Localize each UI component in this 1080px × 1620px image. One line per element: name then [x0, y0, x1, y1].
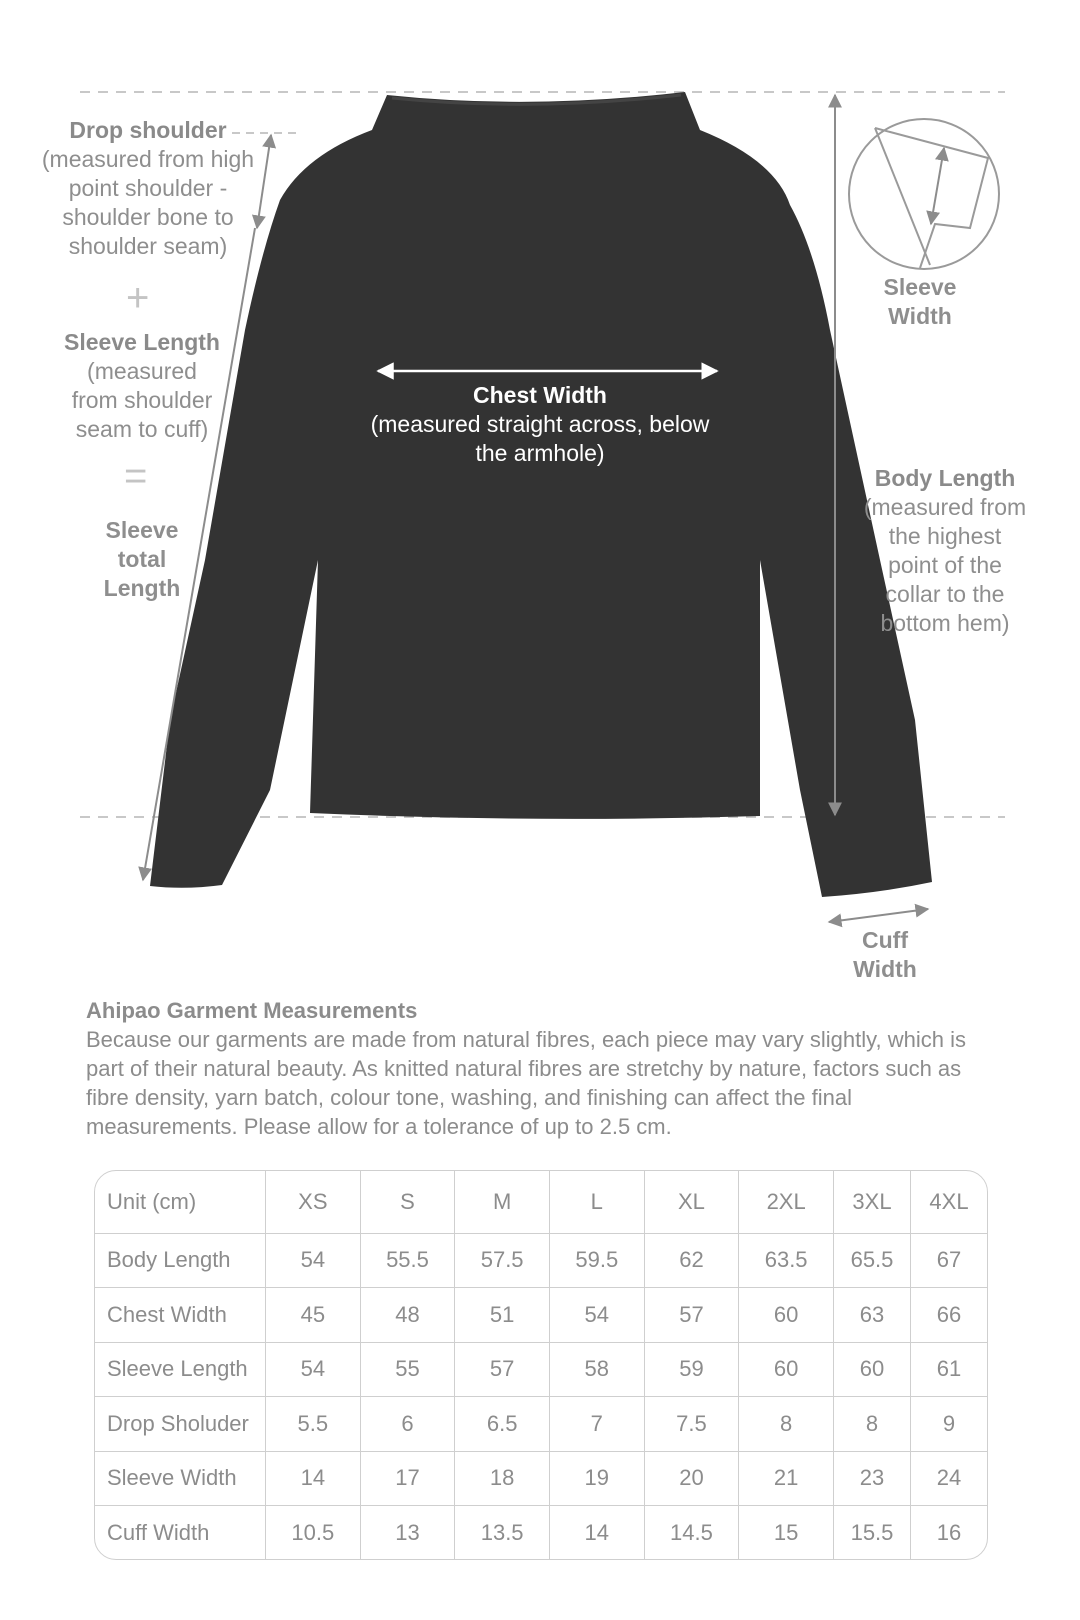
- sleeve-width-inset: [849, 119, 999, 269]
- table-cell: 57: [644, 1288, 739, 1343]
- table-cell: 58: [549, 1342, 644, 1397]
- table-cell: 48: [360, 1288, 455, 1343]
- sleeve-length-title: Sleeve Length: [64, 329, 220, 355]
- table-row: [95, 1288, 987, 1343]
- table-cell: 55: [360, 1342, 455, 1397]
- sleeve-length-desc-line: (measured: [87, 358, 197, 384]
- info-body: Because our garments are made from natural fibres, each piece may vary slightly, which is part of their natural beauty. As knitted natural fibres are stretchy by nature, factors such as fibre density, yarn batch, colour tone, washing, and finishing can affect the final measurements. Please allow for a tolerance of up to 2.5 cm.: [86, 1027, 966, 1139]
- table-cell: 6: [360, 1397, 455, 1452]
- drop-shoulder-label: [28, 116, 268, 261]
- table-cell: 62: [644, 1233, 739, 1288]
- table-cell: 51: [455, 1288, 550, 1343]
- cuff-width-label: [820, 926, 950, 984]
- table-cell: 65.5: [834, 1233, 911, 1288]
- chest-width-desc-line: the armhole): [475, 440, 605, 466]
- table-cell: 20: [644, 1451, 739, 1506]
- table-cell: 14.5: [644, 1506, 739, 1560]
- drop-shoulder-desc-line: point shoulder -: [68, 175, 228, 201]
- body-length-desc-line: bottom hem): [880, 610, 1010, 636]
- table-cell: 54: [266, 1233, 361, 1288]
- header-size: 4XL: [911, 1171, 988, 1233]
- table-cell: 23: [834, 1451, 911, 1506]
- table-cell: 7: [549, 1397, 644, 1452]
- drop-shoulder-desc-line: shoulder bone to: [62, 204, 234, 230]
- sleeve-width-line: Sleeve: [883, 274, 957, 300]
- sleeve-total-length-label: [72, 516, 212, 603]
- drop-shoulder-title: Drop shoulder: [69, 117, 227, 143]
- table-cell: 24: [911, 1451, 988, 1506]
- sleeve-width-line: Width: [888, 303, 952, 329]
- table-cell: 6.5: [455, 1397, 550, 1452]
- chest-width-label: [350, 381, 730, 468]
- table-cell: 17: [360, 1451, 455, 1506]
- table-row: [95, 1397, 987, 1452]
- row-label: Sleeve Length: [95, 1342, 266, 1397]
- info-title: Ahipao Garment Measurements: [86, 998, 418, 1023]
- table-cell: 18: [455, 1451, 550, 1506]
- cuff-width-line: Cuff: [862, 927, 908, 953]
- table-cell: 9: [911, 1397, 988, 1452]
- sleeve-total-line: total: [117, 546, 167, 572]
- table-cell: 60: [739, 1342, 834, 1397]
- body-length-desc-line: the highest: [888, 523, 1002, 549]
- header-size: 2XL: [739, 1171, 834, 1233]
- sleeve-total-line: Length: [103, 575, 181, 601]
- row-label: Sleeve Width: [95, 1451, 266, 1506]
- table-cell: 13.5: [455, 1506, 550, 1560]
- cuff-width-arrow: [829, 909, 928, 922]
- table-cell: 13: [360, 1506, 455, 1560]
- body-length-label: [855, 464, 1035, 638]
- chest-width-title: Chest Width: [473, 382, 607, 408]
- table-cell: 57: [455, 1342, 550, 1397]
- table-cell: 57.5: [455, 1233, 550, 1288]
- table-cell: 63.5: [739, 1233, 834, 1288]
- body-length-desc-line: collar to the: [885, 581, 1005, 607]
- table-cell: 15: [739, 1506, 834, 1560]
- header-size: S: [360, 1171, 455, 1233]
- equals-symbol: =: [124, 454, 148, 498]
- table-header-row: [95, 1171, 987, 1233]
- header-size: M: [455, 1171, 550, 1233]
- body-length-desc-line: (measured from: [863, 494, 1027, 520]
- table-cell: 15.5: [834, 1506, 911, 1560]
- header-size: XL: [644, 1171, 739, 1233]
- drop-shoulder-desc-line: (measured from high: [41, 146, 255, 172]
- body-length-title: Body Length: [874, 465, 1016, 491]
- row-label: Cuff Width: [95, 1506, 266, 1560]
- table-cell: 45: [266, 1288, 361, 1343]
- chest-width-desc-line: (measured straight across, below: [370, 411, 710, 437]
- table-cell: 5.5: [266, 1397, 361, 1452]
- table-cell: 16: [911, 1506, 988, 1560]
- header-size: XS: [266, 1171, 361, 1233]
- sleeve-length-label: [42, 328, 242, 444]
- header-size: 3XL: [834, 1171, 911, 1233]
- table-cell: 66: [911, 1288, 988, 1343]
- table-row: [95, 1342, 987, 1397]
- header-size: L: [549, 1171, 644, 1233]
- table-row: [95, 1233, 987, 1288]
- table-cell: 59: [644, 1342, 739, 1397]
- table-row: [95, 1451, 987, 1506]
- sleeve-length-desc-line: seam to cuff): [75, 416, 209, 442]
- measurement-info: [86, 996, 1006, 1141]
- table-cell: 21: [739, 1451, 834, 1506]
- row-label: Body Length: [95, 1233, 266, 1288]
- table-cell: 14: [549, 1506, 644, 1560]
- size-chart-table: [94, 1170, 988, 1560]
- table-cell: 59.5: [549, 1233, 644, 1288]
- row-label: Drop Sholuder: [95, 1397, 266, 1452]
- row-label: Chest Width: [95, 1288, 266, 1343]
- table-cell: 19: [549, 1451, 644, 1506]
- table-cell: 63: [834, 1288, 911, 1343]
- table-row: [95, 1506, 987, 1560]
- plus-symbol: +: [126, 276, 150, 320]
- table-cell: 7.5: [644, 1397, 739, 1452]
- header-unit: Unit (cm): [95, 1171, 266, 1233]
- table-cell: 54: [266, 1342, 361, 1397]
- body-length-desc-line: point of the: [888, 552, 1002, 578]
- drop-shoulder-desc-line: shoulder seam): [68, 233, 228, 259]
- table-cell: 60: [739, 1288, 834, 1343]
- sleeve-length-desc-line: from shoulder: [71, 387, 213, 413]
- table-cell: 14: [266, 1451, 361, 1506]
- table-cell: 8: [834, 1397, 911, 1452]
- table-cell: 54: [549, 1288, 644, 1343]
- table-cell: 8: [739, 1397, 834, 1452]
- sleeve-width-label: [855, 273, 985, 331]
- table-cell: 55.5: [360, 1233, 455, 1288]
- table-cell: 67: [911, 1233, 988, 1288]
- cuff-width-line: Width: [853, 956, 917, 982]
- sleeve-total-line: Sleeve: [105, 517, 179, 543]
- table-cell: 61: [911, 1342, 988, 1397]
- table-cell: 10.5: [266, 1506, 361, 1560]
- table-cell: 60: [834, 1342, 911, 1397]
